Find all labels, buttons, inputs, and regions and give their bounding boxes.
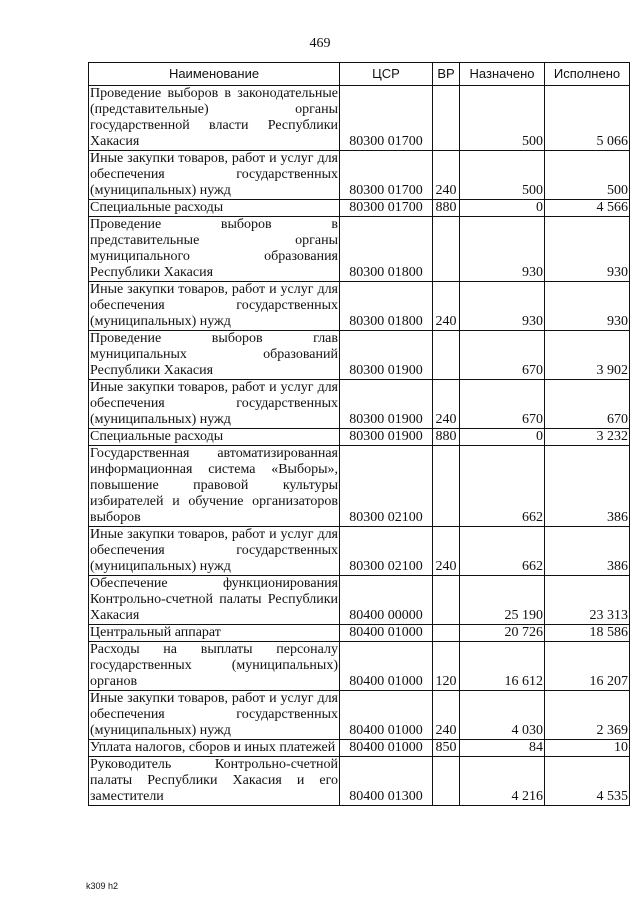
row-executed-cell: 4 566 xyxy=(545,200,630,217)
row-csr-cell: 80300 02100 xyxy=(340,446,433,527)
table-row xyxy=(89,642,630,691)
row-name-cell: Проведение выборов в представительные органы муниципального образования Республики Хакасия xyxy=(90,217,338,280)
row-name-cell: Проведение выборов глав муниципальных образований Республики Хакасия xyxy=(90,331,338,378)
row-csr-cell: 80300 02100 xyxy=(340,527,433,576)
row-name-cell: Руководитель Контрольно-счетной палаты Республики Хакасия и его заместители xyxy=(90,757,338,804)
row-csr-cell: 80300 01900 xyxy=(340,429,433,446)
row-vr-cell xyxy=(433,757,460,806)
row-vr-cell: 240 xyxy=(433,151,460,200)
row-csr-cell: 80300 01700 xyxy=(340,86,433,151)
table-row xyxy=(89,625,630,642)
row-csr-cell: 80300 01900 xyxy=(340,331,433,380)
row-name-cell: Иные закупки товаров, работ и услуг для обеспечения государственных (муниципальных) нужд xyxy=(90,691,338,738)
row-vr-cell: 850 xyxy=(433,740,460,757)
row-vr-cell: 880 xyxy=(433,200,460,217)
header-executed: Исполнено xyxy=(545,63,630,86)
row-assigned-cell: 25 190 xyxy=(460,576,545,625)
row-csr-cell: 80400 01000 xyxy=(340,740,433,757)
header-vr: ВР xyxy=(433,63,460,86)
row-assigned-cell: 0 xyxy=(460,429,545,446)
row-vr-cell: 240 xyxy=(433,691,460,740)
table-body xyxy=(89,86,630,806)
row-assigned-cell: 4 030 xyxy=(460,691,545,740)
row-name-cell: Государственная автоматизированная информационная система «Выборы», повышение правовой культуры избирателей и обучение организаторов выборов xyxy=(90,446,338,525)
row-assigned-cell: 0 xyxy=(460,200,545,217)
row-assigned-cell: 670 xyxy=(460,380,545,429)
table-row xyxy=(89,331,630,380)
row-csr-cell: 80400 01300 xyxy=(340,757,433,806)
row-csr-cell: 80300 01800 xyxy=(340,217,433,282)
row-vr-cell: 240 xyxy=(433,282,460,331)
row-executed-cell: 930 xyxy=(545,217,630,282)
row-assigned-cell: 670 xyxy=(460,331,545,380)
row-vr-cell xyxy=(433,576,460,625)
row-assigned-cell: 16 612 xyxy=(460,642,545,691)
row-vr-cell xyxy=(433,217,460,282)
row-executed-cell: 10 xyxy=(545,740,630,757)
row-executed-cell: 930 xyxy=(545,282,630,331)
row-vr-cell: 880 xyxy=(433,429,460,446)
row-csr-cell: 80400 01000 xyxy=(340,642,433,691)
row-vr-cell: 240 xyxy=(433,527,460,576)
row-executed-cell: 16 207 xyxy=(545,642,630,691)
row-executed-cell: 23 313 xyxy=(545,576,630,625)
table-row xyxy=(89,429,630,446)
page-number: 469 xyxy=(309,36,331,51)
row-name-cell: Проведение выборов в законодательные (представительные) органы государственной власти Республики Хакасия xyxy=(90,86,338,149)
row-executed-cell: 670 xyxy=(545,380,630,429)
row-name-cell: Иные закупки товаров, работ и услуг для обеспечения государственных (муниципальных) нужд xyxy=(90,527,338,574)
table-row xyxy=(89,576,630,625)
header-assigned: Назначено xyxy=(460,63,545,86)
table-row xyxy=(89,86,630,151)
footer-code: k309 h2 xyxy=(86,881,119,891)
row-vr-cell xyxy=(433,446,460,527)
row-assigned-cell: 930 xyxy=(460,282,545,331)
table-header-row xyxy=(89,63,630,86)
row-name-cell: Специальные расходы xyxy=(89,429,340,446)
row-executed-cell: 4 535 xyxy=(545,757,630,806)
row-assigned-cell: 4 216 xyxy=(460,757,545,806)
row-name-cell: Центральный аппарат xyxy=(89,625,340,642)
header-csr: ЦСР xyxy=(340,63,433,86)
row-executed-cell: 3 902 xyxy=(545,331,630,380)
header-name: Наименование xyxy=(89,63,340,86)
row-assigned-cell: 84 xyxy=(460,740,545,757)
row-assigned-cell: 500 xyxy=(460,151,545,200)
row-executed-cell: 5 066 xyxy=(545,86,630,151)
table-row xyxy=(89,282,630,331)
row-vr-cell xyxy=(433,86,460,151)
row-assigned-cell: 662 xyxy=(460,527,545,576)
row-assigned-cell: 500 xyxy=(460,86,545,151)
row-executed-cell: 2 369 xyxy=(545,691,630,740)
row-csr-cell: 80400 01000 xyxy=(340,691,433,740)
row-name-cell: Специальные расходы xyxy=(89,200,340,217)
table-row xyxy=(89,691,630,740)
row-executed-cell: 386 xyxy=(545,527,630,576)
row-assigned-cell: 20 726 xyxy=(460,625,545,642)
table-row xyxy=(89,200,630,217)
row-vr-cell xyxy=(433,625,460,642)
table-row xyxy=(89,446,630,527)
row-name-cell: Расходы на выплаты персоналу государственных (муниципальных) органов xyxy=(90,642,338,689)
budget-table xyxy=(88,62,630,806)
row-csr-cell: 80300 01800 xyxy=(340,282,433,331)
row-assigned-cell: 662 xyxy=(460,446,545,527)
table-row xyxy=(89,217,630,282)
row-csr-cell: 80400 01000 xyxy=(340,625,433,642)
row-executed-cell: 500 xyxy=(545,151,630,200)
row-csr-cell: 80400 00000 xyxy=(340,576,433,625)
row-csr-cell: 80300 01900 xyxy=(340,380,433,429)
row-name-cell: Иные закупки товаров, работ и услуг для обеспечения государственных (муниципальных) нужд xyxy=(90,380,338,427)
row-name-cell: Иные закупки товаров, работ и услуг для обеспечения государственных (муниципальных) нужд xyxy=(90,151,338,198)
row-csr-cell: 80300 01700 xyxy=(340,151,433,200)
row-vr-cell: 240 xyxy=(433,380,460,429)
row-name-cell: Обеспечение функционирования Контрольно-счетной палаты Республики Хакасия xyxy=(90,576,338,623)
table-row xyxy=(89,151,630,200)
row-vr-cell: 120 xyxy=(433,642,460,691)
row-name-cell: Иные закупки товаров, работ и услуг для обеспечения государственных (муниципальных) нужд xyxy=(90,282,338,329)
row-executed-cell: 18 586 xyxy=(545,625,630,642)
table-row xyxy=(89,380,630,429)
row-executed-cell: 3 232 xyxy=(545,429,630,446)
row-csr-cell: 80300 01700 xyxy=(340,200,433,217)
row-assigned-cell: 930 xyxy=(460,217,545,282)
table-row xyxy=(89,757,630,806)
row-executed-cell: 386 xyxy=(545,446,630,527)
row-vr-cell xyxy=(433,331,460,380)
table-row xyxy=(89,740,630,757)
table-row xyxy=(89,527,630,576)
row-name-cell: Уплата налогов, сборов и иных платежей xyxy=(89,740,340,757)
